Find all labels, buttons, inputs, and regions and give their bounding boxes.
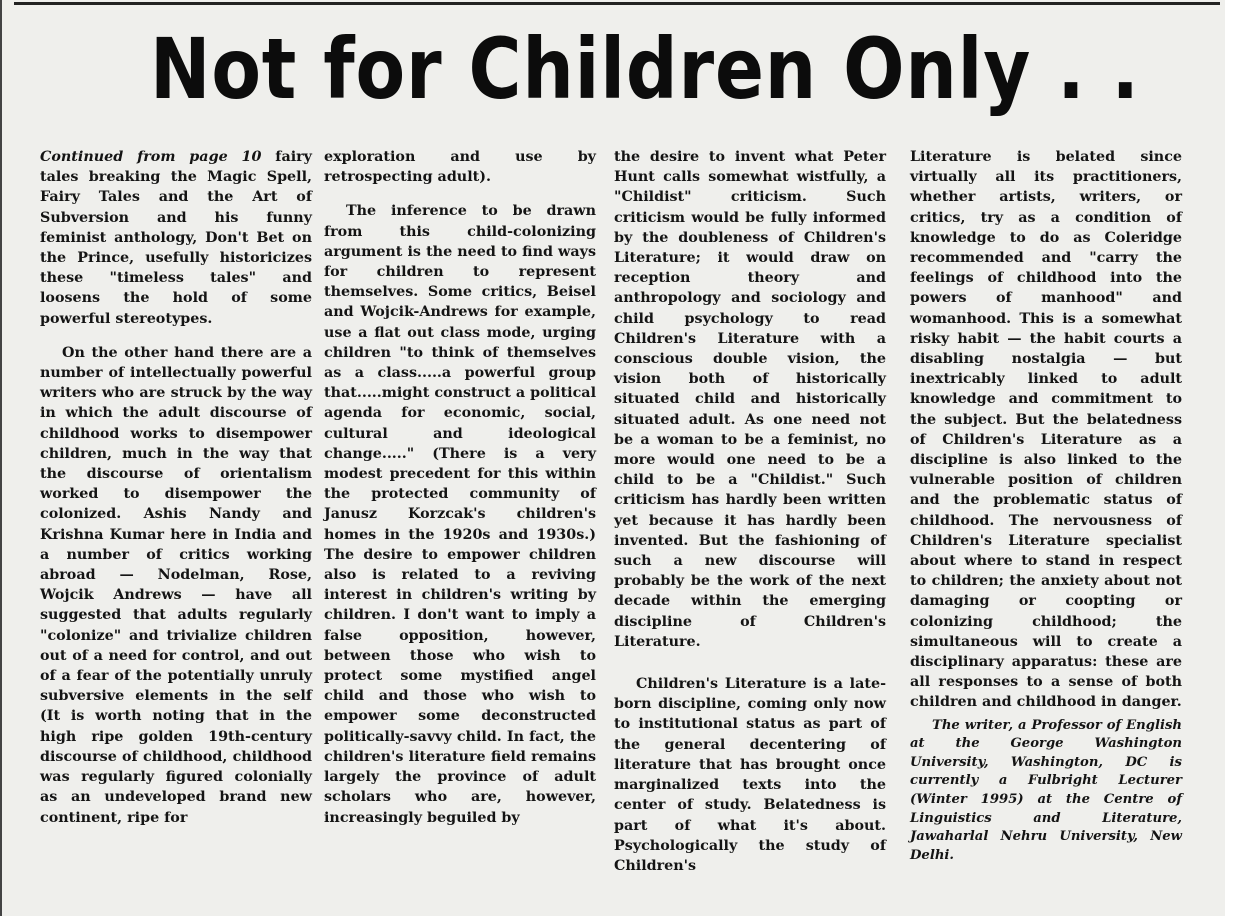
column-2-paragraph-2: The inference to be drawn from this child-colonizing argument is the need to find ways for children to represent themselves. Some critics, Beisel and Wojcik-Andrews for example, use a flat out class mode, urging children "to think of themselves as a class.....a powerful group that.....might construct a political agenda for economic, social, cultural and ideological change....." (There is a very modest precedent for this within the protected community of Janusz Korzcak's children's homes in the 1920s and 1930s.) The desire to empower children also is related to a reviving interest in children's writing by children. I don't want to imply a false opposition, however, between those who wish to protect some mystified angel child and those who wish to empower some deconstructed politically-savvy child. In fact, the children's literature field remains largely the province of adult scholars who are, however, increasingly beguiled by — [324, 203, 596, 826]
column-1-paragraph-1-text: fairy tales breaking the Magic Spell, Fairy Tales and the Art of Subversion and his funny feminist anthology, Don't Bet on the Prince, usefully historicizes these "timeless tales" and loosens the hold of some powerful stereotypes. — [40, 149, 312, 327]
headline: Not for Children Only . . — [150, 20, 1140, 118]
column-1-paragraph-2: On the other hand there are a number of intellectually powerful writers who are struck by the way in which the adult discourse of childhood works to disempower children, much in the way that the discourse of orientalism worked to disempower the colonized. Ashis Nandy and Krishna Kumar here in India and a number of critics working abroad — Nodelman, Rose, Wojcik Andrews — have all suggested that adults regularly "colonize" and trivialize children out of a need for control, and out of a fear of the potentially unruly subversive elements in the self (It is worth noting that in the high ripe golden 19th-century discourse of childhood, childhood was regularly figured colonially as an undeveloped brand new continent, ripe for — [40, 344, 312, 826]
column-2-paragraph-1: exploration and use by retrospecting adult). — [324, 149, 596, 186]
column-3-paragraph-1: the desire to invent what Peter Hunt calls somewhat wistfully, a "Childist" criticism. Such criticism would be fully informed by the doubleness of Children's Literature; it would draw on reception theory and anthropology and sociology and child psychology to read Children's Literature with a conscious double vision, the vision both of historically situated child and historically situated adult. As one need not be a woman to be a feminist, no more would one need to be a child to be a "Childist." Such criticism has hardly been written yet because it has hardly been invented. But the fashioning of such a new discourse will probably be the work of the next decade within the emerging discipline of Children's Literature. — [614, 149, 886, 650]
top-rule — [14, 2, 1220, 5]
article-column-4 — [910, 147, 1182, 865]
article-column-2 — [324, 147, 596, 828]
article-column-1 — [40, 147, 312, 828]
article-column-3 — [614, 147, 886, 876]
column-4-paragraph-1: Literature is belated since virtually all its practitioners, whether artists, writers, or critics, try as a condition of knowledge to do as Coleridge recommended and "carry the feelings of childhood into the powers of manhood" and womanhood. This is a somewhat risky habit — the habit courts a disabling nostalgia — but inextricably linked to adult knowledge and commitment to the subject. But the belatedness of Children's Literature as a discipline is also linked to the vulnerable position of children and the problematic status of childhood. The nervousness of Children's Literature specialist about where to stand in respect to children; the anxiety about not damaging or coopting or colonizing childhood; the simultaneous will to create a disciplinary apparatus: these are all responses to a sense of both children and childhood in danger. — [910, 149, 1182, 711]
left-border — [0, 0, 2, 916]
author-credit: The writer, a Professor of English at the George Washington University, Washington, DC is currently a Fulbright Lecturer (Winter 1995) at the Centre of Linguistics and Literature, Jawaharlal Nehru University, New Delhi. — [910, 717, 1182, 863]
right-margin — [1225, 0, 1235, 916]
column-1-paragraph-1 — [40, 147, 312, 329]
column-3-paragraph-2: Children's Literature is a late-born discipline, coming only now to institutional status as part of the general decentering of literature that has brought once marginalized texts into the center of study. Belatedness is part of what it's about. Psychologically the study of Children's — [614, 676, 886, 874]
continued-kicker: Continued from page 10 — [40, 149, 262, 165]
